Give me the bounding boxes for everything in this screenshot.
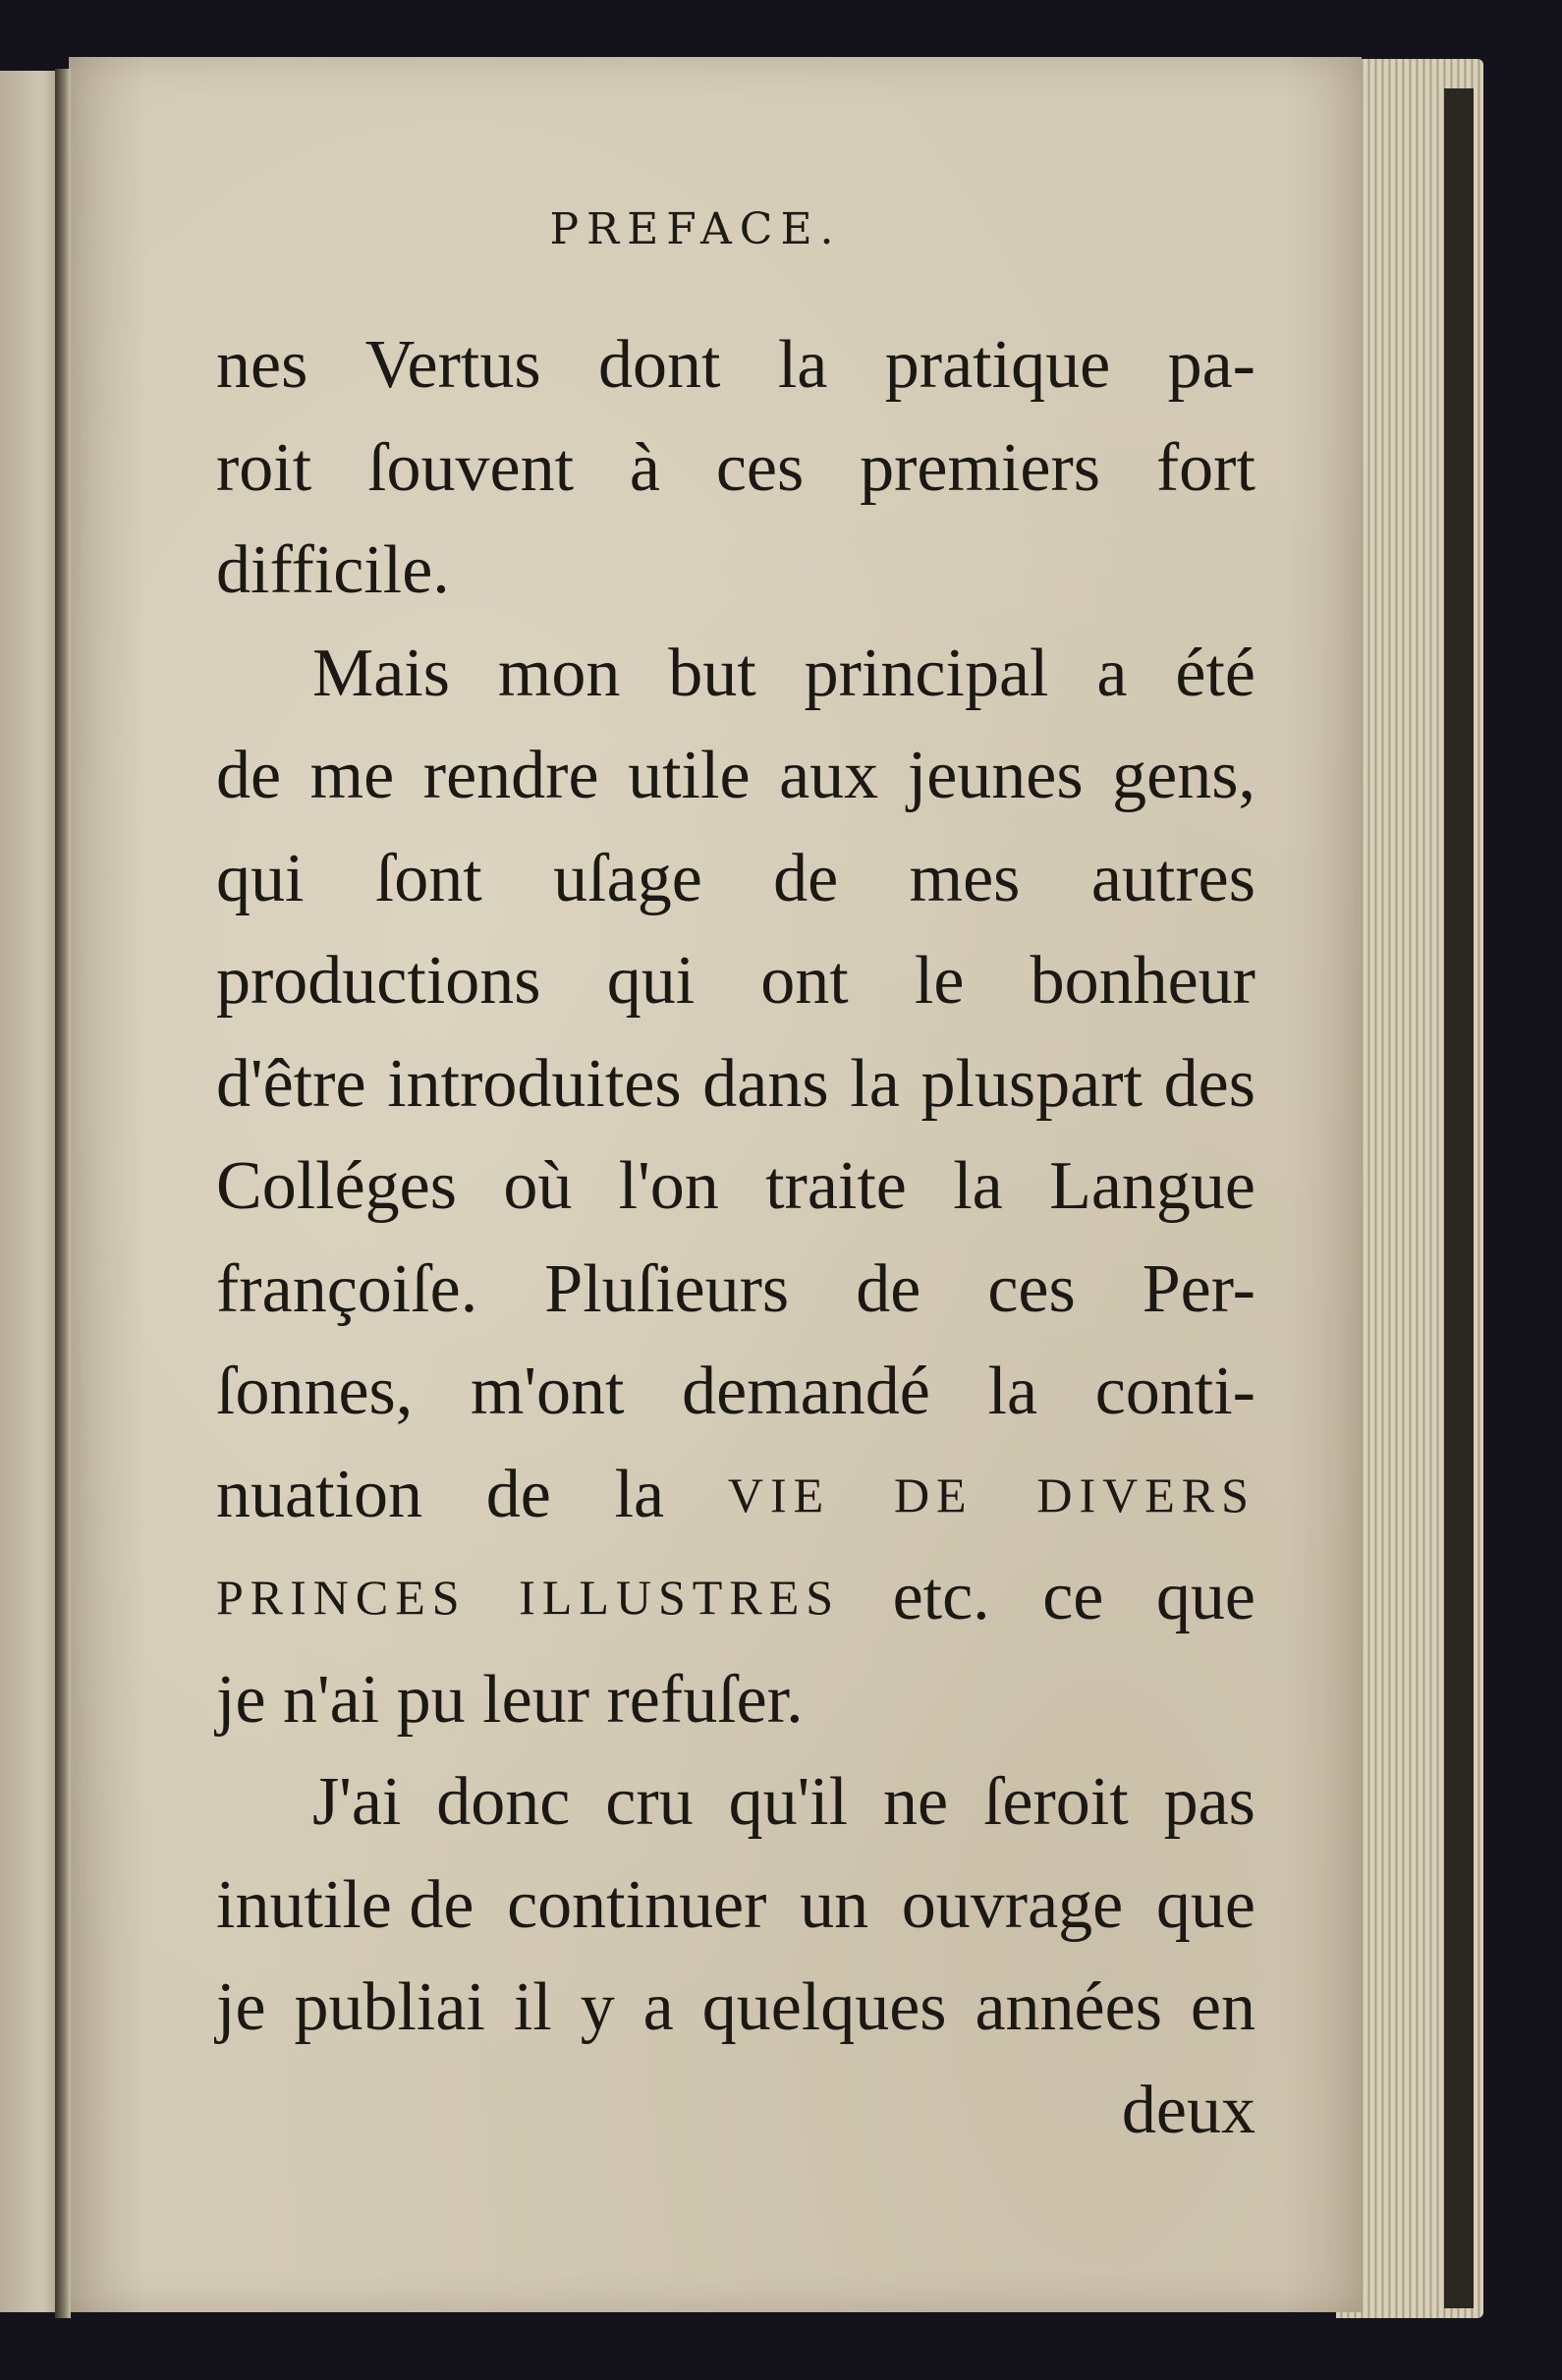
word: la (614, 1456, 665, 1532)
small-caps-word: ILLUSTRES (519, 1570, 841, 1625)
word: autres (1090, 840, 1255, 916)
word: leur (482, 1661, 589, 1738)
word: des (1163, 1045, 1255, 1122)
word: a (1096, 635, 1128, 711)
word: fort (1155, 429, 1255, 506)
word: nuation (216, 1456, 422, 1532)
word: refuſer. (606, 1661, 804, 1738)
small-caps-word: DIVERS (1036, 1467, 1255, 1522)
word: ces (987, 1250, 1076, 1327)
word: pluspart (920, 1045, 1143, 1122)
catchword-line (216, 2060, 1255, 2163)
word: y (580, 1969, 615, 2045)
word: à (629, 429, 660, 506)
word: a (642, 1969, 674, 2045)
word: conti- (1094, 1354, 1255, 1429)
running-head: PREFACE. (549, 204, 842, 254)
small-caps-word: PRINCES (216, 1570, 467, 1625)
word: un (800, 1866, 869, 1943)
book-page (69, 57, 1362, 2312)
catchword: deux (1121, 2072, 1255, 2148)
word: il (513, 1969, 552, 2045)
text-line-9 (216, 1135, 1255, 1239)
word: de (856, 1250, 921, 1327)
word: but (668, 635, 756, 711)
word: mes (909, 840, 1021, 916)
word: ſonnes, (216, 1354, 414, 1429)
word: bonheur (1030, 943, 1255, 1019)
word: été (1175, 635, 1255, 711)
word: me (309, 738, 395, 813)
word: françoiſe. (216, 1250, 478, 1327)
word: jeunes (907, 738, 1084, 813)
word: je (216, 1969, 266, 2045)
book-gutter (55, 69, 71, 2318)
word: ouvrage (901, 1866, 1124, 1943)
word: principal (804, 635, 1049, 711)
word: que (1155, 1866, 1255, 1943)
word: rendre (422, 738, 599, 813)
text-line-15 (216, 1751, 1255, 1854)
word: introduites (387, 1045, 682, 1122)
word: la (987, 1354, 1038, 1429)
text-line-5 (216, 725, 1255, 828)
word: Mais (312, 635, 450, 711)
word: où (503, 1148, 573, 1224)
word: Vertus (364, 327, 541, 403)
word: donc (436, 1764, 571, 1840)
word: en (1190, 1969, 1255, 2045)
word: années (975, 1969, 1162, 2045)
word: productions (216, 943, 541, 1019)
text-line-8 (216, 1033, 1255, 1136)
word: J'ai (312, 1764, 402, 1840)
text-line-14 (216, 1649, 1255, 1752)
word: utile (628, 738, 751, 813)
word: nes (216, 327, 308, 403)
word: la (953, 1148, 1003, 1224)
word: cru (605, 1764, 694, 1840)
word: d'être (216, 1045, 366, 1122)
word: gens, (1112, 738, 1255, 813)
word: ſouvent (367, 429, 575, 506)
word: qui (606, 943, 696, 1019)
word: que (1155, 1559, 1255, 1634)
word: qu'il (728, 1764, 849, 1840)
text-line-16 (216, 1854, 1255, 1958)
text-line-4 (216, 623, 1255, 726)
word: m'ont (470, 1354, 625, 1429)
word: qui (216, 840, 305, 916)
left-page-edge (0, 71, 61, 2312)
word: ſont (374, 840, 482, 916)
text-line-17 (216, 1957, 1255, 2060)
text-line-7 (216, 930, 1255, 1033)
word: difficile. (216, 532, 450, 608)
word: traite (765, 1148, 907, 1224)
small-caps-word: DE (893, 1467, 974, 1522)
word: uſage (553, 840, 702, 916)
text-line-1 (216, 314, 1255, 417)
word: demandé (682, 1354, 930, 1429)
word: Langue (1049, 1148, 1255, 1224)
word: ce (1042, 1559, 1104, 1634)
word: dont (598, 327, 721, 403)
word: la (777, 327, 828, 403)
word: premiers (860, 429, 1100, 506)
text-line-2 (216, 417, 1255, 521)
word: ne (882, 1764, 949, 1840)
text-line-3 (216, 520, 1255, 623)
word: Pluſieurs (544, 1250, 790, 1327)
word: de (216, 738, 282, 813)
word: de (485, 1456, 551, 1532)
word: pas (1163, 1764, 1255, 1840)
word: continuer (507, 1866, 767, 1943)
text-line-6 (216, 828, 1255, 931)
word: ſeroit (982, 1764, 1129, 1840)
word: dans (702, 1045, 829, 1122)
small-caps-word: VIE (727, 1467, 831, 1522)
word: ces (715, 429, 805, 506)
word: inutile de (216, 1866, 474, 1943)
word: mon (497, 635, 621, 711)
word: quelques (701, 1969, 947, 2045)
book-cover-edge (1444, 88, 1474, 2308)
word: publiai (294, 1969, 485, 2045)
text-line-12 (216, 1444, 1255, 1547)
word: aux (779, 738, 879, 813)
text-line-10 (216, 1239, 1255, 1342)
word: etc. (892, 1559, 990, 1634)
word: pu (396, 1661, 466, 1738)
word: Per- (1142, 1250, 1255, 1327)
word: Colléges (216, 1148, 457, 1224)
word: le (914, 943, 965, 1019)
word: l'on (618, 1148, 719, 1224)
word: de (773, 840, 839, 916)
text-line-11 (216, 1341, 1255, 1444)
word: je (216, 1661, 266, 1738)
word: pratique (884, 327, 1111, 403)
word: roit (216, 429, 312, 506)
word: n'ai (283, 1661, 380, 1738)
word: la (850, 1045, 900, 1122)
word: ont (760, 943, 849, 1019)
body-text (216, 314, 1255, 2162)
word: pa- (1167, 327, 1255, 403)
text-line-13 (216, 1546, 1255, 1649)
